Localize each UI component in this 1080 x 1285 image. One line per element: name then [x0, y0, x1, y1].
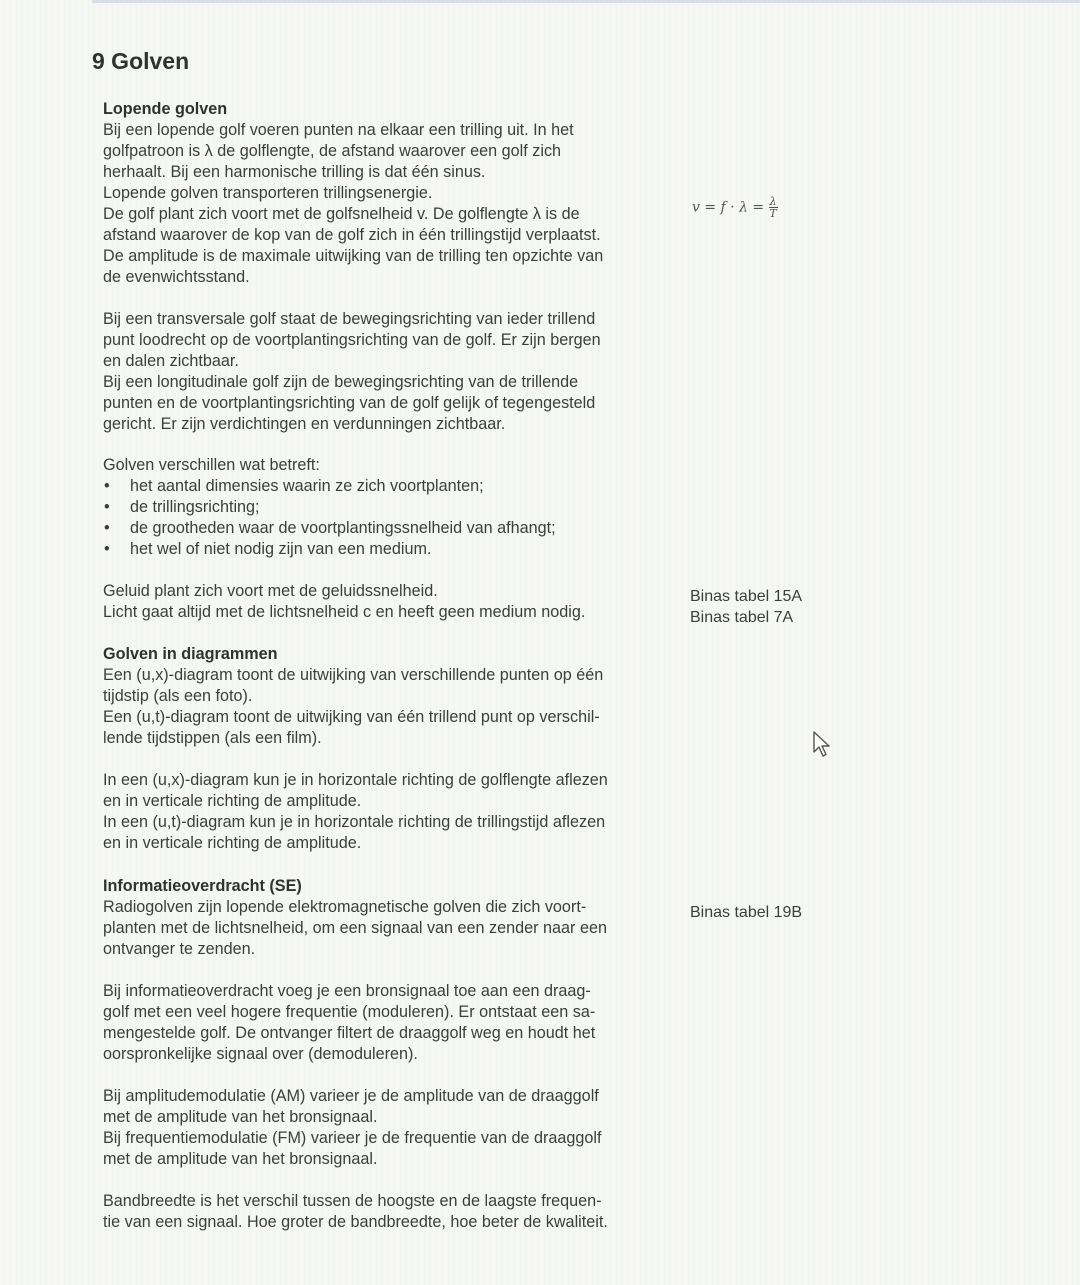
text-line: Geluid plant zich voort met de geluidssnelheid.: [103, 582, 438, 600]
formula-lhs: v = f · λ =: [692, 199, 765, 216]
arrow-cursor-icon: [812, 730, 832, 763]
text-line: en in verticale richting de amplitude.: [103, 834, 362, 852]
text-line: de evenwichtsstand.: [103, 268, 250, 286]
paragraph-lopende-3: [103, 581, 678, 623]
bullet-icon: •: [104, 498, 110, 516]
text-line: De amplitude is de maximale uitwijking van de trilling ten opzichte van: [103, 247, 604, 265]
text-line: In een (u,t)-diagram kun je in horizontale richting de trillingstijd aflezen: [103, 813, 606, 831]
formula-denominator: T: [769, 207, 777, 220]
wave-formula: [692, 196, 778, 219]
text-line: Bandbreedte is het verschil tussen de hoogste en de laagste frequen-: [103, 1192, 602, 1210]
list-item: • de trillingsrichting;: [104, 498, 260, 516]
text-line: ontvanger te zenden.: [103, 940, 256, 958]
text-line: Bij een lopende golf voeren punten na elkaar een trilling uit. In het: [103, 121, 574, 139]
bullet-intro: Golven verschillen wat betreft:: [103, 456, 320, 474]
text-line: Een (u,x)-diagram toont de uitwijking van verschillende punten op één: [103, 666, 604, 684]
list-item: • de grootheden waar de voortplantingssnelheid van afhangt;: [104, 519, 556, 537]
heading-lopende-golven: Lopende golven: [103, 100, 228, 118]
text-line: mengestelde golf. De ontvanger filtert de draaggolf weg en houdt het: [103, 1024, 596, 1042]
text-line: tijdstip (als een foto).: [103, 687, 253, 705]
text-line: herhaalt. Bij een harmonische trilling is dat één sinus.: [103, 163, 486, 181]
text-line: In een (u,x)-diagram kun je in horizontale richting de golflengte aflezen: [103, 771, 608, 789]
text-line: Bij een longitudinale golf zijn de bewegingsrichting van de trillende: [103, 373, 579, 391]
text-line: Een (u,t)-diagram toont de uitwijking van één trillend punt op verschil-: [103, 708, 600, 726]
paragraph-informatie-4: [103, 1191, 678, 1233]
text-line: en dalen zichtbaar.: [103, 352, 239, 370]
text-line: Bij frequentiemodulatie (FM) varieer je de frequentie van de draaggolf: [103, 1129, 602, 1147]
text-line: en in verticale richting de amplitude.: [103, 792, 362, 810]
list-item: • het wel of niet nodig zijn van een medium.: [104, 540, 432, 558]
heading-informatieoverdracht: Informatieoverdracht (SE): [103, 877, 302, 895]
paragraph-lopende-1: [103, 120, 678, 288]
bullet-icon: •: [104, 519, 110, 537]
paragraph-lopende-2: [103, 309, 678, 435]
text-line: De golf plant zich voort met de golfsnelheid v. De golflengte λ is de: [103, 205, 580, 223]
text-line: Bij een transversale golf staat de bewegingsrichting van ieder trillend: [103, 310, 596, 328]
text-line: afstand waarover de kop van de golf zich in één trillingstijd verplaatst.: [103, 226, 601, 244]
text-line: gericht. Er zijn verdichtingen en verdunningen zichtbaar.: [103, 415, 506, 433]
bullet-list: [103, 476, 678, 560]
bullet-icon: •: [104, 540, 110, 558]
list-item: • het aantal dimensies waarin ze zich voortplanten;: [104, 477, 484, 495]
formula-fraction: [769, 196, 778, 219]
paragraph-informatie-3: [103, 1086, 678, 1170]
text-line: punten en de voortplantingsrichting van de golf gelijk of tegengesteld: [103, 394, 596, 412]
binas-ref-19b: Binas tabel 19B: [690, 904, 803, 921]
text-line: Bij informatieoverdracht voeg je een bronsignaal toe aan een draag-: [103, 982, 591, 1000]
text-line: punt loodrecht op de voortplantingsrichting van de golf. Er zijn bergen: [103, 331, 601, 349]
text-line: golfpatroon is λ de golflengte, de afstand waarover een golf zich: [103, 142, 562, 160]
paragraph-informatie-1: [103, 897, 678, 960]
text-line: Licht gaat altijd met de lichtsnelheid c en heeft geen medium nodig.: [103, 603, 586, 621]
paragraph-diagrammen-1: [103, 665, 678, 749]
paragraph-informatie-2: [103, 981, 678, 1065]
text-line: Radiogolven zijn lopende elektromagnetische golven die zich voort-: [103, 898, 587, 916]
formula-numerator: λ: [769, 195, 777, 208]
heading-golven-in-diagrammen: Golven in diagrammen: [103, 645, 278, 663]
text-line: met de amplitude van het bronsignaal.: [103, 1150, 378, 1168]
main-text-column: [103, 99, 678, 1233]
bullet-icon: •: [104, 477, 110, 495]
binas-ref-7a: Binas tabel 7A: [690, 609, 794, 626]
text-line: lende tijdstippen (als een film).: [103, 729, 322, 747]
chapter-title: 9 Golven: [92, 48, 190, 74]
text-line: planten met de lichtsnelheid, om een signaal van een zender naar een: [103, 919, 607, 937]
paragraph-diagrammen-2: [103, 770, 678, 854]
text-line: golf met een veel hogere frequentie (moduleren). Er ontstaat een sa-: [103, 1003, 596, 1021]
top-border: [92, 0, 1080, 3]
text-line: oorspronkelijke signaal over (demoduleren).: [103, 1045, 418, 1063]
text-line: tie van een signaal. Hoe groter de bandbreedte, hoe beter de kwaliteit.: [103, 1213, 608, 1231]
text-line: Bij amplitudemodulatie (AM) varieer je de amplitude van de draaggolf: [103, 1087, 599, 1105]
text-line: met de amplitude van het bronsignaal.: [103, 1108, 378, 1126]
text-line: Lopende golven transporteren trillingsenergie.: [103, 184, 433, 202]
binas-ref-15a: Binas tabel 15A: [690, 588, 803, 605]
